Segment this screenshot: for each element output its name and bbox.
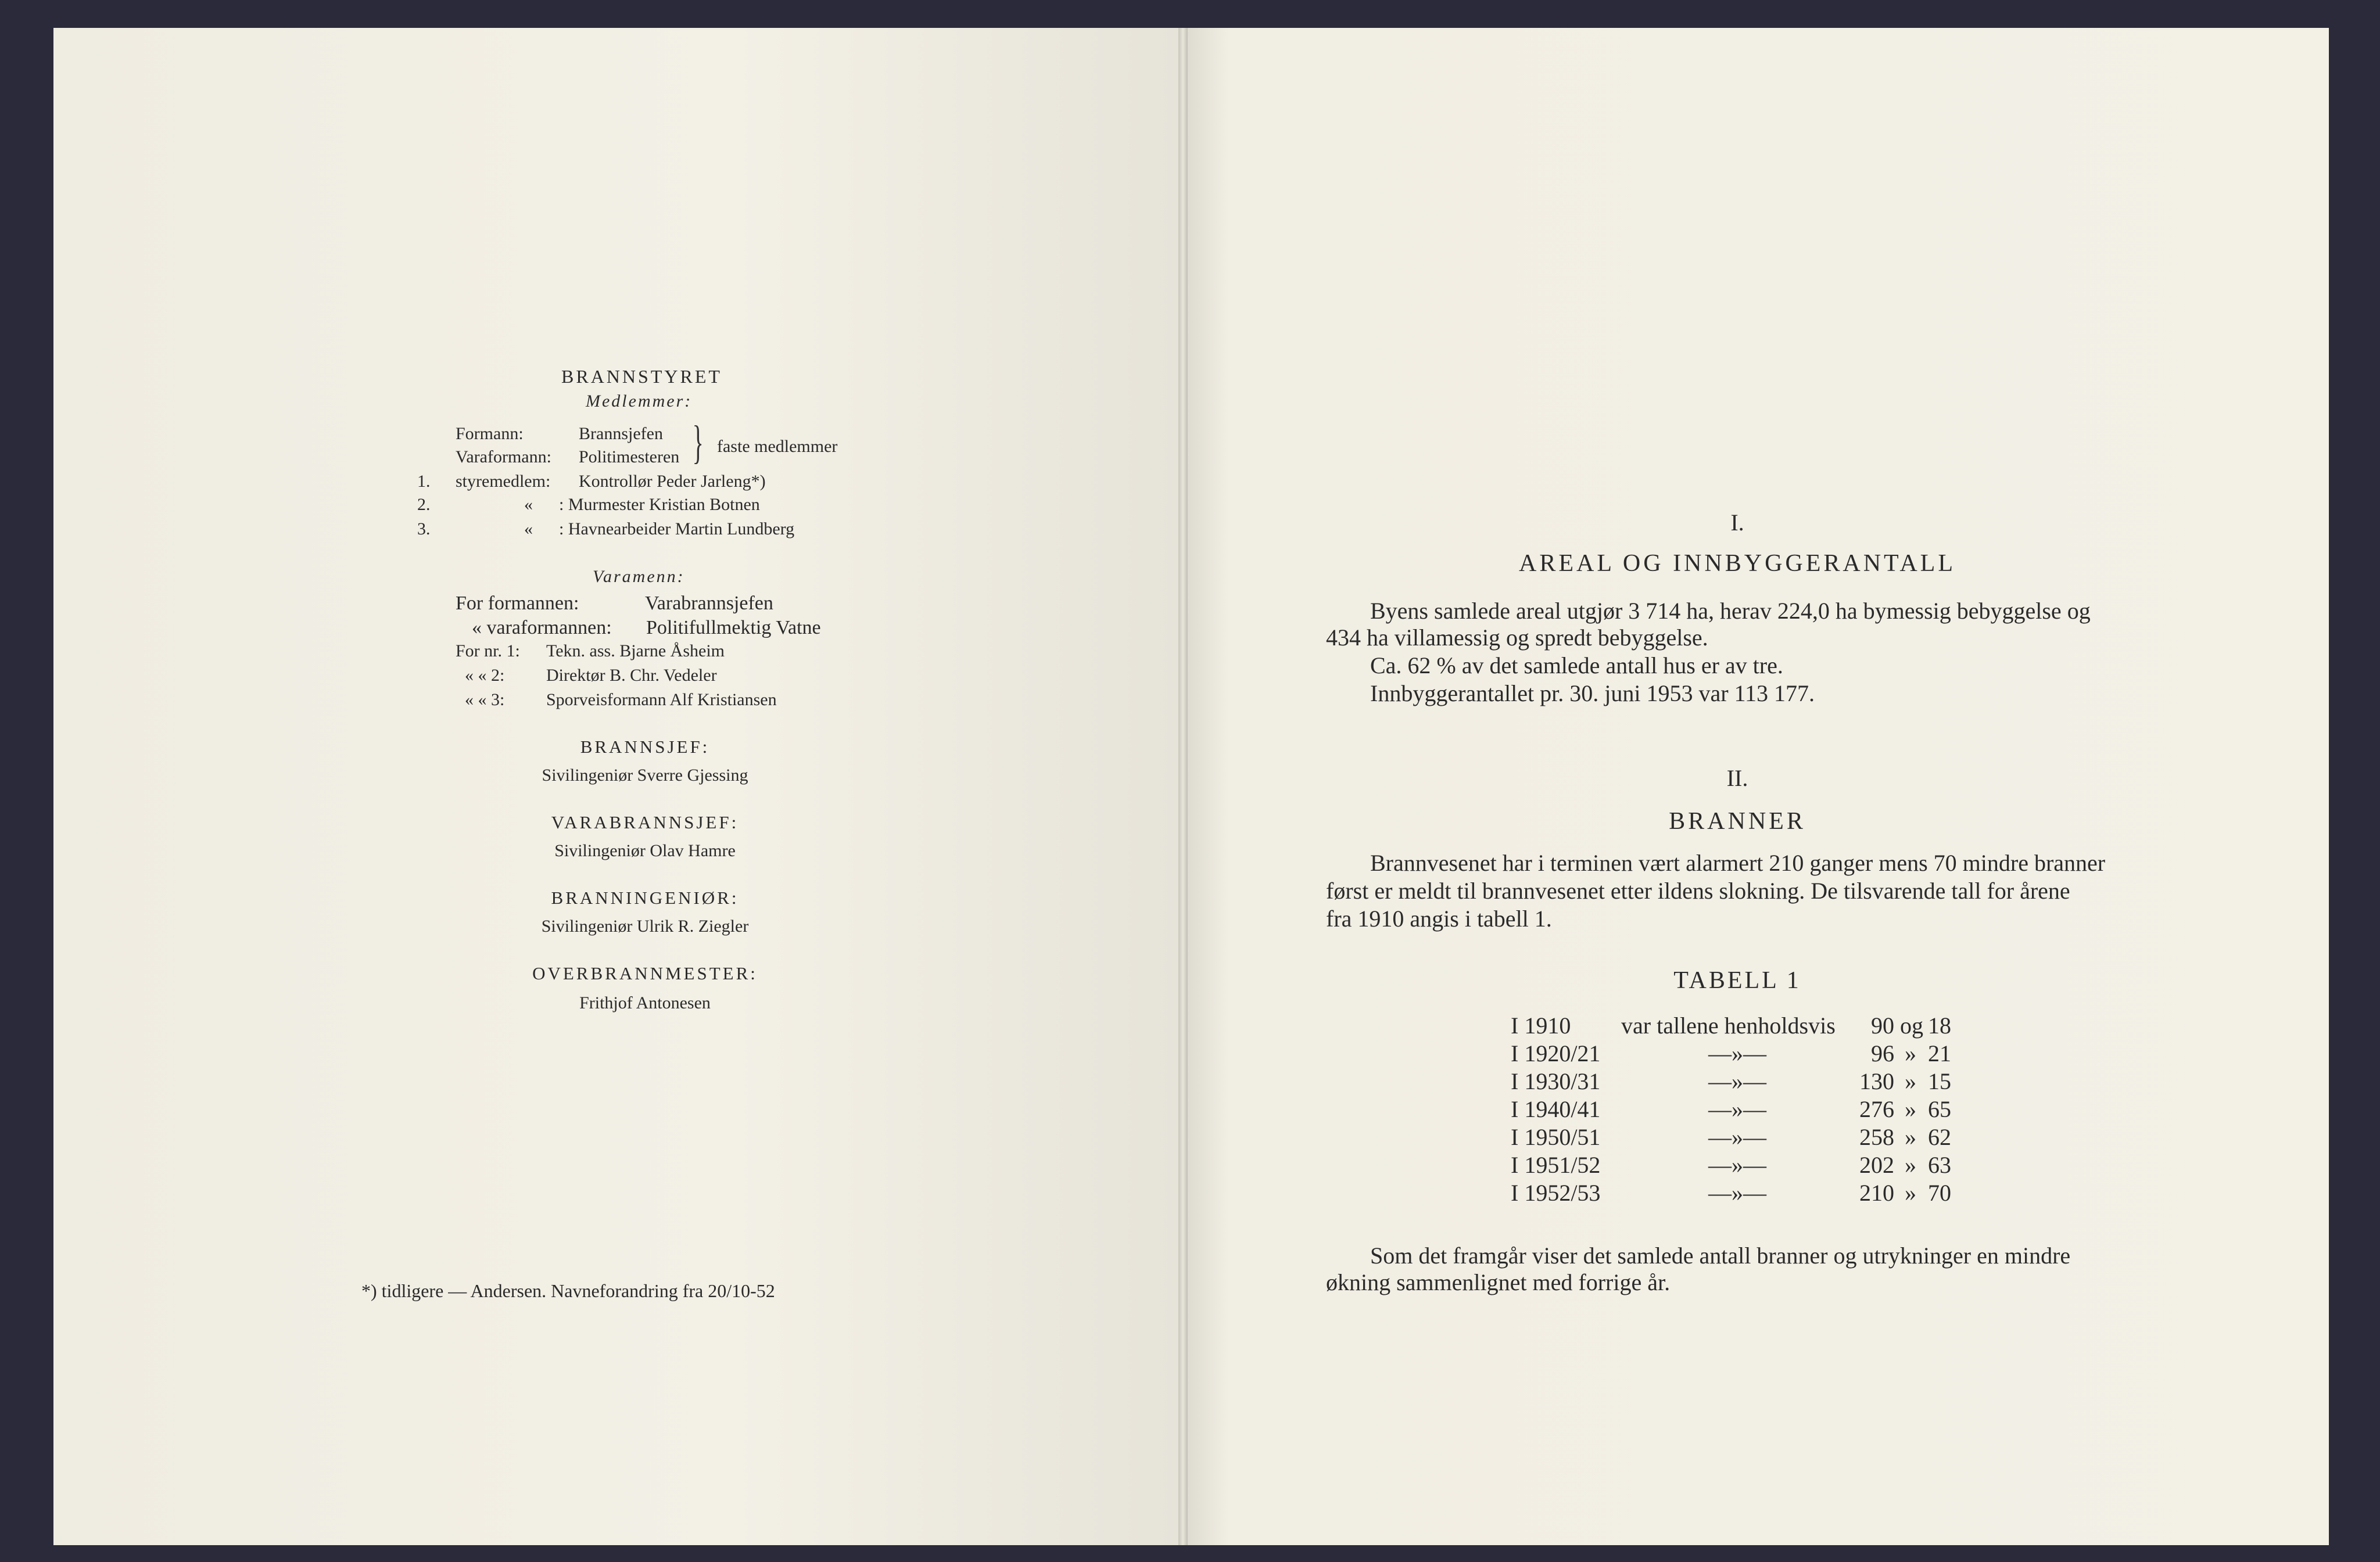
member-role: Formann: [456, 424, 524, 443]
paragraph-line: Som det framgår viser det samlede antall branner og utrykninger en mindre [1370, 1243, 2071, 1269]
table-cell-sep: » [1905, 1152, 1916, 1178]
table-cell-minor: 15 [1928, 1068, 1951, 1094]
section-number: I. [1730, 509, 1744, 536]
table-cell-alarms: 96 [1871, 1040, 1894, 1067]
table-cell-sep: og [1900, 1012, 1923, 1039]
member-number: 2. [417, 495, 431, 514]
paragraph-line: Brannvesenet har i terminen vært alarmert 210 ganger mens 70 mindre branner [1370, 850, 2106, 876]
table-cell-period: I 1940/41 [1511, 1096, 1601, 1122]
deputy-name: Direktør B. Chr. Vedeler [546, 666, 717, 685]
table-row [0, 1040, 2324, 1069]
member-number: 3. [417, 519, 431, 538]
table-row [0, 1179, 2324, 1208]
member-role: styremedlem: [456, 472, 551, 491]
table-cell-minor: 21 [1928, 1040, 1951, 1067]
paragraph-line: fra 1910 angis i tabell 1. [1326, 906, 1552, 932]
table-cell-period: I 1951/52 [1511, 1152, 1601, 1178]
member-name: : Murmester Kristian Botnen [559, 495, 760, 514]
table-title: TABELL 1 [1673, 967, 1801, 994]
table-cell-alarms: 90 [1871, 1012, 1894, 1039]
member-name: Kontrollør Peder Jarleng*) [579, 472, 766, 491]
table-row [0, 1096, 2324, 1125]
table-cell-minor: 18 [1928, 1012, 1951, 1039]
paragraph-line: 434 ha villamessig og spredt bebyggelse. [1326, 624, 1708, 651]
table-cell-alarms: 202 [1859, 1152, 1894, 1178]
section-title: AREAL OG INNBYGGERANTALL [1518, 550, 1956, 577]
paragraph-line: først er meldt til brannvesenet etter ildens slokning. De tilsvarende tall for årene [1326, 878, 2070, 904]
table-cell-sep: » [1905, 1096, 1916, 1122]
position-title: BRANNINGENIØR: [551, 888, 739, 908]
table-cell-text: —»— [1708, 1152, 1766, 1178]
table-row [0, 1068, 2324, 1097]
member-role: « [524, 495, 533, 514]
table-cell-text: —»— [1708, 1040, 1766, 1067]
table-cell-sep: » [1905, 1180, 1916, 1206]
member-name: Politimesteren [579, 447, 680, 466]
table-cell-text: —»— [1708, 1124, 1766, 1150]
page-fold [1178, 28, 1188, 1545]
table-cell-sep: » [1905, 1124, 1916, 1150]
permanent-members-label: faste medlemmer [717, 437, 838, 456]
board-title: BRANNSTYRET [561, 366, 722, 387]
table-cell-minor: 65 [1928, 1096, 1951, 1122]
position-title: OVERBRANNMESTER: [532, 963, 758, 983]
deputies-heading: Varamenn: [593, 567, 685, 586]
paragraph-line: økning sammenlignet med forrige år. [1326, 1269, 1671, 1295]
deputy-name: Tekn. ass. Bjarne Åsheim [546, 641, 725, 660]
paragraph-line: Byens samlede areal utgjør 3 714 ha, herav 224,0 ha bymessig bebyggelse og [1370, 598, 2091, 624]
member-name: : Havnearbeider Martin Lundberg [559, 519, 795, 538]
position-name: Sivilingeniør Ulrik R. Ziegler [541, 917, 749, 936]
table-cell-alarms: 130 [1859, 1068, 1894, 1094]
member-role: « [524, 519, 533, 538]
section-title: BRANNER [1669, 808, 1806, 835]
table-cell-text: —»— [1708, 1180, 1766, 1206]
section-number: II. [1726, 765, 1748, 791]
left-page [53, 28, 1187, 1545]
member-name: Brannsjefen [579, 424, 663, 443]
table-cell-period: I 1930/31 [1511, 1068, 1601, 1094]
paragraph-line: Innbyggerantallet pr. 30. juni 1953 var 113 177. [1370, 680, 1815, 706]
deputy-role: « « 2: [465, 666, 505, 685]
deputy-role: « « 3: [465, 690, 505, 709]
table-cell-sep: » [1905, 1040, 1916, 1067]
position-name: Sivilingeniør Sverre Gjessing [542, 766, 748, 785]
table-cell-period: I 1910 [1511, 1012, 1571, 1039]
table-cell-period: I 1952/53 [1511, 1180, 1601, 1206]
member-number: 1. [417, 472, 431, 491]
table-cell-text: —»— [1708, 1096, 1766, 1122]
table-cell-minor: 63 [1928, 1152, 1951, 1178]
table-cell-alarms: 258 [1859, 1124, 1894, 1150]
deputy-name: Politifullmektig Vatne [646, 617, 821, 638]
position-title: BRANNSJEF: [580, 737, 710, 757]
table-cell-minor: 62 [1928, 1124, 1951, 1150]
members-heading: Medlemmer: [586, 392, 693, 411]
table-cell-minor: 70 [1928, 1180, 1951, 1206]
brace-symbol: } [692, 417, 704, 468]
position-title: VARABRANNSJEF: [551, 812, 739, 832]
paragraph-line: Ca. 62 % av det samlede antall hus er av tre. [1370, 652, 1783, 678]
table-cell-period: I 1920/21 [1511, 1040, 1601, 1067]
position-name: Sivilingeniør Olav Hamre [554, 841, 736, 860]
member-role: Varaformann: [456, 447, 551, 466]
table-cell-sep: » [1905, 1068, 1916, 1094]
footnote: *) tidligere — Andersen. Navneforandring fra 20/10-52 [361, 1280, 775, 1301]
deputy-name: Varabrannsjefen [645, 593, 773, 614]
deputy-role: « varaformannen: [472, 617, 612, 638]
position-name: Frithjof Antonesen [579, 993, 711, 1012]
deputy-role: For formannen: [456, 593, 579, 614]
table-row [0, 1123, 2324, 1152]
table-cell-alarms: 276 [1859, 1096, 1894, 1122]
table-cell-alarms: 210 [1859, 1180, 1894, 1206]
table-cell-text: var tallene henholdsvis [1621, 1012, 1836, 1039]
deputy-name: Sporveisformann Alf Kristiansen [546, 690, 777, 709]
deputy-role: For nr. 1: [456, 641, 520, 660]
table-row [0, 1151, 2324, 1180]
table-cell-period: I 1950/51 [1511, 1124, 1601, 1150]
table-cell-text: —»— [1708, 1068, 1766, 1094]
table-row [0, 1012, 2324, 1041]
